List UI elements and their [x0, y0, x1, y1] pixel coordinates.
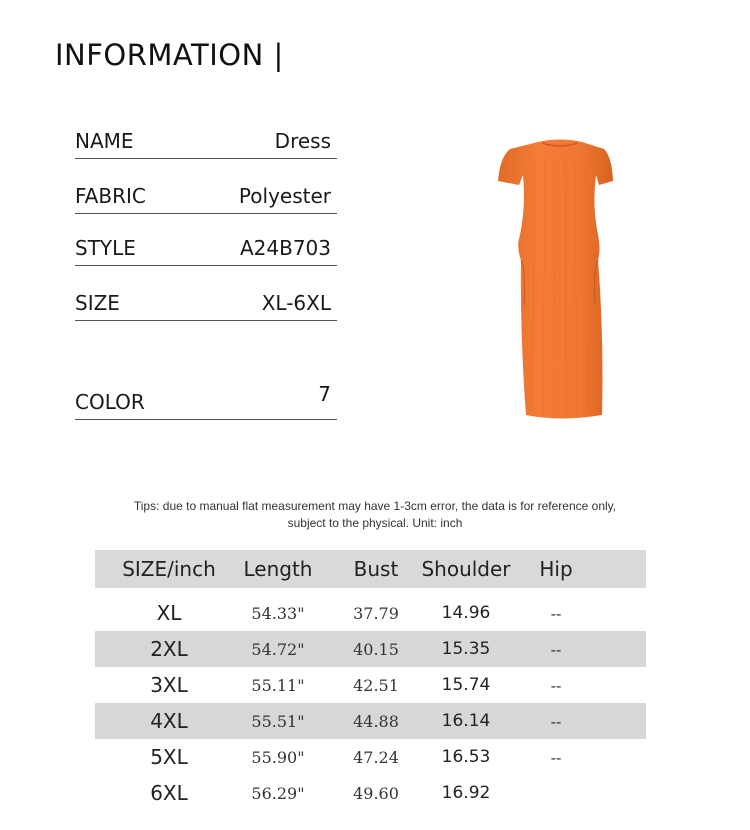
- info-value: Dress: [274, 129, 331, 153]
- dress-image: [480, 135, 640, 425]
- cell-bust: 44.88: [353, 711, 399, 731]
- table-row: [95, 739, 646, 775]
- info-value: A24B703: [239, 236, 331, 260]
- page-title: INFORMATION |: [55, 38, 284, 72]
- cell-shoulder: 14.96: [441, 603, 491, 623]
- cell-hip: --: [550, 639, 562, 659]
- cell-length: 54.33": [251, 603, 305, 623]
- header-size: SIZE/inch: [122, 557, 216, 581]
- cell-size: XL: [156, 601, 182, 625]
- table-row: [95, 631, 646, 667]
- cell-length: 55.11": [251, 675, 305, 695]
- cell-bust: 47.24: [353, 747, 399, 767]
- info-value: XL-6XL: [261, 291, 331, 315]
- header-shoulder: Shoulder: [421, 557, 511, 581]
- info-row-style: [75, 229, 337, 266]
- table-row: [95, 703, 646, 739]
- info-value: Polyester: [238, 184, 331, 208]
- cell-size: 2XL: [150, 637, 188, 661]
- info-label: SIZE: [75, 291, 120, 315]
- cell-bust: 42.51: [353, 675, 399, 695]
- cell-hip: --: [550, 603, 562, 623]
- cell-shoulder: 15.35: [441, 639, 491, 659]
- cell-size: 6XL: [150, 781, 188, 805]
- info-row-color: [75, 378, 337, 420]
- cell-bust: 49.60: [353, 783, 399, 803]
- cell-length: 56.29": [251, 783, 305, 803]
- header-bust: Bust: [353, 557, 399, 581]
- info-label: COLOR: [75, 390, 145, 414]
- cell-shoulder: 15.74: [441, 675, 491, 695]
- table-row: [95, 667, 646, 703]
- info-value: 7: [318, 382, 331, 406]
- table-row: [95, 775, 646, 811]
- info-row-fabric: [75, 177, 337, 214]
- header-length: Length: [243, 557, 313, 581]
- cell-length: 55.90": [251, 747, 305, 767]
- info-label: STYLE: [75, 236, 136, 260]
- table-header-row: [95, 550, 646, 588]
- cell-shoulder: 16.14: [441, 711, 491, 731]
- measurement-tip: [95, 498, 655, 532]
- cell-bust: 40.15: [353, 639, 399, 659]
- cell-hip: --: [550, 747, 562, 767]
- cell-length: 54.72": [251, 639, 305, 659]
- tip-line-1: Tips: due to manual flat measurement may have 1-3cm error, the data is for reference only,: [133, 499, 617, 513]
- cell-bust: 37.79: [353, 603, 399, 623]
- cell-shoulder: 16.92: [441, 783, 491, 803]
- cell-hip: --: [550, 675, 562, 695]
- header-hip: Hip: [539, 557, 573, 581]
- cell-hip: --: [550, 711, 562, 731]
- cell-size: 5XL: [150, 745, 188, 769]
- info-row-name: [75, 122, 337, 159]
- info-row-size: [75, 284, 337, 321]
- tip-line-2: subject to the physical. Unit: inch: [287, 516, 463, 530]
- cell-shoulder: 16.53: [441, 747, 491, 767]
- cell-size: 4XL: [150, 709, 188, 733]
- cell-length: 55.51": [251, 711, 305, 731]
- table-row: [95, 595, 646, 631]
- info-label: NAME: [75, 129, 134, 153]
- cell-hip: [531, 775, 581, 811]
- cell-size: 3XL: [150, 673, 188, 697]
- info-label: FABRIC: [75, 184, 146, 208]
